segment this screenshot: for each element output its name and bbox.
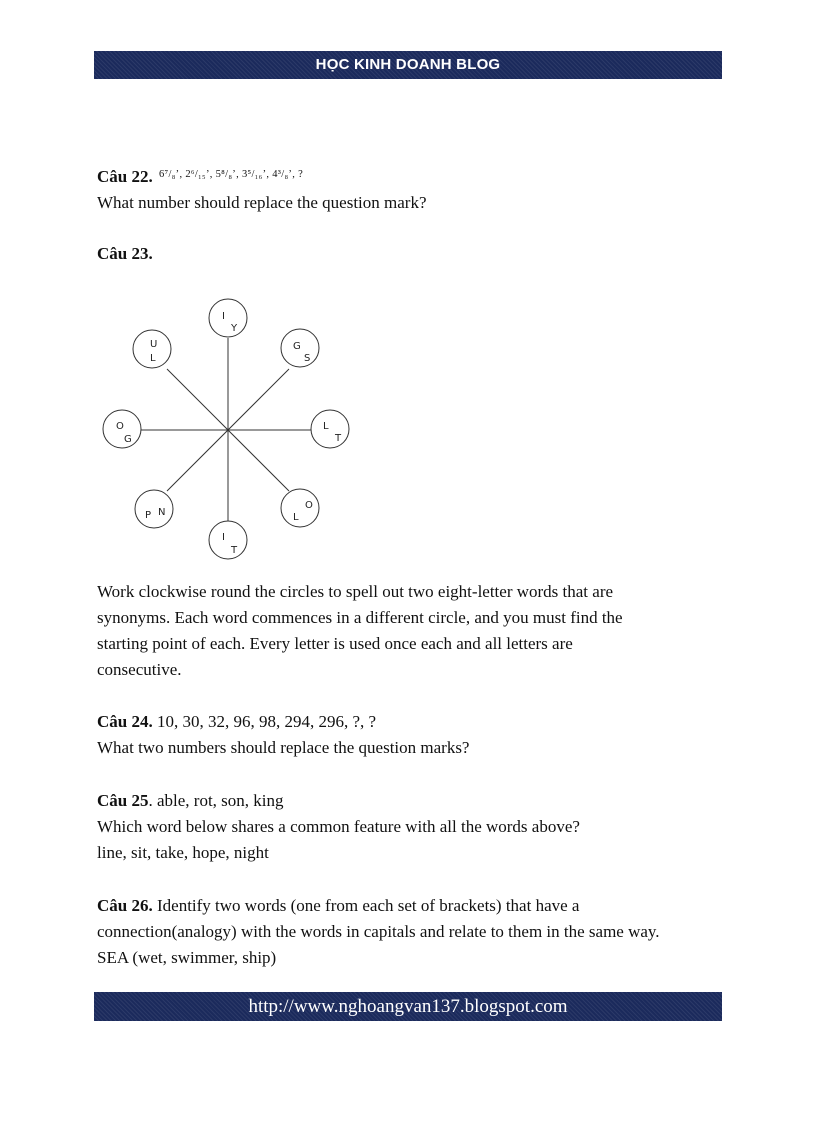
q25-words: . able, rot, son, king bbox=[148, 791, 284, 810]
circle-letter-left-a: O bbox=[116, 421, 124, 432]
circle-letter-top-b: Y bbox=[231, 323, 238, 334]
q25-options: line, sit, take, hope, night bbox=[97, 843, 269, 862]
q24-sequence: 10, 30, 32, 96, 98, 294, 296, ?, ? bbox=[152, 712, 377, 731]
letter-circle-bottom-right bbox=[281, 489, 319, 527]
q22-label: Câu 22. bbox=[97, 167, 153, 186]
q26-text-line-1: Identify two words (one from each set of brackets) that have a bbox=[152, 896, 580, 915]
question-26 bbox=[97, 893, 727, 971]
q24-label: Câu 24. bbox=[97, 712, 153, 731]
question-25 bbox=[97, 788, 727, 866]
q26-label: Câu 26. bbox=[97, 896, 153, 915]
circle-letter-left-b: G bbox=[124, 434, 132, 445]
letter-circle-bottom bbox=[209, 521, 247, 559]
circle-letter-bottom-left-b: N bbox=[158, 507, 166, 518]
q26-text-line-3: SEA (wet, swimmer, ship) bbox=[97, 948, 277, 967]
q24-question: What two numbers should replace the question marks? bbox=[97, 738, 470, 757]
q23-label: Câu 23. bbox=[97, 244, 153, 263]
q25-label: Câu 25 bbox=[97, 791, 149, 810]
circle-letter-top-a: I bbox=[222, 311, 225, 322]
circle-letter-right-b: T bbox=[335, 433, 342, 444]
footer-banner bbox=[94, 992, 722, 1021]
header-banner bbox=[94, 51, 722, 79]
question-23 bbox=[97, 241, 727, 267]
q23-instructions bbox=[97, 579, 727, 683]
q23-instructions-line-4: consecutive. bbox=[97, 660, 182, 679]
circle-letter-top-right-a: G bbox=[293, 341, 301, 352]
q23-instructions-line-1: Work clockwise round the circles to spell out two eight-letter words that are bbox=[97, 582, 614, 601]
question-24 bbox=[97, 709, 727, 761]
letter-circle-bottom-left bbox=[135, 490, 173, 528]
letter-circle-right bbox=[311, 410, 349, 448]
letter-circle-top bbox=[209, 299, 247, 337]
circle-letter-top-left-a: U bbox=[150, 339, 158, 350]
circle-letter-top-left-b: L bbox=[150, 353, 156, 364]
q25-question: Which word below shares a common feature with all the words above? bbox=[97, 817, 580, 836]
circle-letter-bottom-b: T bbox=[231, 545, 238, 556]
question-22 bbox=[97, 162, 727, 216]
q22-sequence: 6⁷/₈ʼ, 2⁶/₁₅ʼ, 5⁸/₈ʼ, 3⁵/₁₆ʼ, 4³/₈ʼ, ? bbox=[158, 169, 304, 180]
circle-letter-bottom-right-a: O bbox=[305, 500, 313, 511]
circle-letter-bottom-left-a: P bbox=[145, 510, 152, 521]
circle-letter-right-a: L bbox=[323, 421, 329, 432]
header-title: HỌC KINH DOANH BLOG bbox=[315, 56, 501, 73]
circle-letter-bottom-a: I bbox=[222, 532, 225, 543]
q23-instructions-line-2: synonyms. Each word commences in a different circle, and you must find the bbox=[97, 608, 623, 627]
footer-url: http://www.nghoangvan137.blogspot.com bbox=[248, 996, 568, 1017]
q22-question: What number should replace the question mark? bbox=[97, 193, 427, 212]
circle-puzzle-diagram bbox=[97, 290, 367, 570]
q26-text-line-2: connection(analogy) with the words in capitals and relate to them in the same way. bbox=[97, 922, 660, 941]
q23-instructions-line-3: starting point of each. Every letter is used once each and all letters are bbox=[97, 634, 573, 653]
circle-letter-top-right-b: S bbox=[304, 353, 311, 364]
circle-letter-bottom-right-b: L bbox=[293, 512, 299, 523]
